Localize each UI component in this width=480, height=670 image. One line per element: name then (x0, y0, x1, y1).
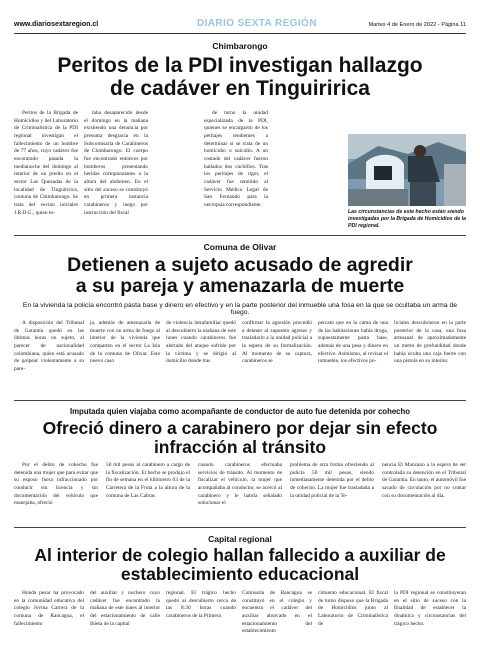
story4-col4: Comisaría de Rancagua se constituyó en el colegio y encuentra el cadáver del auxiliar ahorcado en el estacionamiento del establecimiento (242, 590, 312, 635)
story2-col2: ja, además de amenazarla de muerte con un arma de fuego al interior de la vivienda que comparten en el sector La Isla de la comuna de Olivar. Este nuevo caso (90, 320, 160, 365)
page-header (14, 0, 466, 33)
story4-col1: Honda pesar ha provocado en la comunidad educativa del colegio Jovina Carrera de la comuna de Rancagua, el fallecimiento (14, 590, 84, 627)
story4-col2: del auxiliar y nochero cuyo cadáver fue encontrado la mañana de este lunes al interior del estacionamiento de calle Ibieta de la capital (90, 590, 160, 627)
story2-col4: confirmar la agresión procedió a detener al supuesto agresor y trasladarlo a la unidad policial a la espera de su formalización. Al momento de su captura, carabineros se (242, 320, 312, 365)
story2-col5: percató que en la cama de una de las habitaciones había droga, supuestamente pasta base, además de una pesa y dinero en efectivo. Asimismo, al revisar el inmueble, los efectivos po- (318, 320, 388, 365)
story4-headline (14, 546, 466, 585)
story4-col6: la PDI regional se constituyeran en el sitio de suceso con la finalidad de establecer la dinámica y circunstancias del trágico hecho. (394, 590, 466, 627)
story3-headline-line1: Ofreció dinero a carabinero por dejar sin efecto (42, 418, 438, 438)
story3-col1: Por el delito de cohecho fue detenida una mujer que para evitar que su esposo fuera infraccionado por conducir sin licencia y sin documentación del vehículo que manejaba, ofreció (14, 462, 98, 507)
section-divider-1 (14, 235, 466, 236)
story3-col3: cuando carabineros efectuaba servicios de tránsito. Al momento de fiscalizar el vehículo, la mujer que acompañaba al conductor, se acercó al carabinero y le habría señalado solucionar el (198, 462, 282, 507)
newspaper-name: DIARIO SEXTA REGIÓN (197, 18, 317, 29)
story1-col1: Peritos de la Brigada de Homicidios y del Laboratorio de Criminalística de la PDI regional investigan el fallecimiento de un hombre de 77 años, cuyo cadáver fue encontrado pasada la medianoche del domingo al interior de un predio en el sector Las Quezadas de la localidad de Tinguiririca, comuna de Chimbarongo. Se trata del vecino iniciales J.R.D.G., quien es- (14, 110, 78, 216)
story1-headline-line1: Peritos de la PDI investigan hallazgo (57, 54, 423, 77)
story2-subhead: En la vivienda la policía encontró pasta base y dinero en efectivo y en la parte posterior del inmueble una fosa en la que se ocultaba un arma de fuego. (22, 302, 458, 316)
story1-photo-caption: Las circunstancias de este hecho están siendo investigadas por la Brigada de Homicidios de la PDI regional. (348, 209, 466, 230)
story4-headline-line2: establecimiento educacional (120, 564, 360, 585)
story1-kicker: Chimbarongo (212, 41, 268, 51)
section-divider-3 (14, 527, 466, 528)
story1-headline-line2: de cadáver en Tinguiririca (110, 77, 370, 101)
story4-headline-line1: Al interior de colegio hallan fallecido a auxiliar de (34, 545, 446, 565)
header-rule (14, 33, 466, 34)
section-divider-2 (14, 400, 466, 401)
story1-col2: taba desaparecido desde el domingo en la mañana existiendo una denuncia por presunta desgracia en la Subcomisaría de Carabineros de Chimbarongo. El cuerpo fue encontrado entonces por bomberos presentando heridas cortopunzantes a la altura del abdomen. En el sitio del suceso se constituyó en primera instancia carabineros y luego por instrucción del fiscal (84, 110, 148, 216)
story3-col2: 50 mil pesos al carabinero a cargo de la fiscalización. El hecho se produjo el fin de semana en el kilómetro 63 de la Carretera de la Fruta a la altura de la comuna de Las Cabras (106, 462, 190, 499)
story3-headline (14, 419, 466, 458)
story4-col3: regional. El trágico hecho quedó al descubierto cerca de las 8:30 horas cuando carabineros de la Primera (166, 590, 236, 620)
story3-col4: problema de otra forma ofreciendo al policía 50 mil pesos, siendo inmediatamente detenida por el delito de cohecho. La mujer fue trasladada a la unidad policial de la Te- (290, 462, 374, 499)
story3-headline-line2: infracción al tránsito (153, 437, 327, 458)
story2-col3: de violencia intrafamiliar quedó al descubierto la mañana de este lunes cuando carabineros fue alertado del ataque sufrido por la víctima y se dirigió al domicilio donde tras (166, 320, 236, 365)
issue-date: Martes 4 de Enero de 2022 - Página 11 (368, 22, 466, 28)
story1-col3: de turno la unidad especializada de la PDI, quienes se encargaron de los peritajes tendientes a determinar si se trata de un homicidio o suicidio. A un costado del cadáver fueron hallados dos cuchillos. Tras los peritajes de rigor, el cadáver fue remitido al Servicio Médico Legal de San Fernando para la necropsia correspondiente. (204, 110, 268, 209)
story1-photo (348, 134, 466, 206)
story2-headline (14, 255, 466, 298)
story3-kicker: Imputada quien viajaba como acompañante de conductor de auto fue detenida por cohecho (69, 407, 411, 416)
story2-col6: liciales descubrieron en la parte posterior de la casa, una fosa artesanal de aproximadamente un metro de profundidad donde había oculta una caja fuerte con una pistola en su interior. (394, 320, 466, 365)
story2-col1: A disposición del Tribunal de Garantía quedó en las últimas horas un sujeto, al parecer de nacionalidad colombiana, quien está acusado de golpear violentamente a su pare- (14, 320, 84, 373)
story4-kicker: Capital regional (208, 534, 272, 544)
story2-headline-line1: Detienen a sujeto acusado de agredir (67, 254, 413, 276)
story1-headline (14, 54, 466, 100)
site-url[interactable]: www.diariosextaregion.cl (14, 21, 99, 28)
story2-kicker: Comuna de Olivar (203, 242, 277, 252)
story3-col5: nencia El Manzano a la espera de ser controlada su detención en el Tribunal de Garantía. En tanto, el automóvil fue sacado de circulación por no contar con su documentación al día. (382, 462, 466, 499)
story2-headline-line2: a su pareja y amenazarla de muerte (75, 275, 405, 298)
story4-col5: cimiento educacional. El fiscal de turno dispuso que la Brigada de Homicidios junto al Laboratorio de Criminalística de (318, 590, 388, 627)
